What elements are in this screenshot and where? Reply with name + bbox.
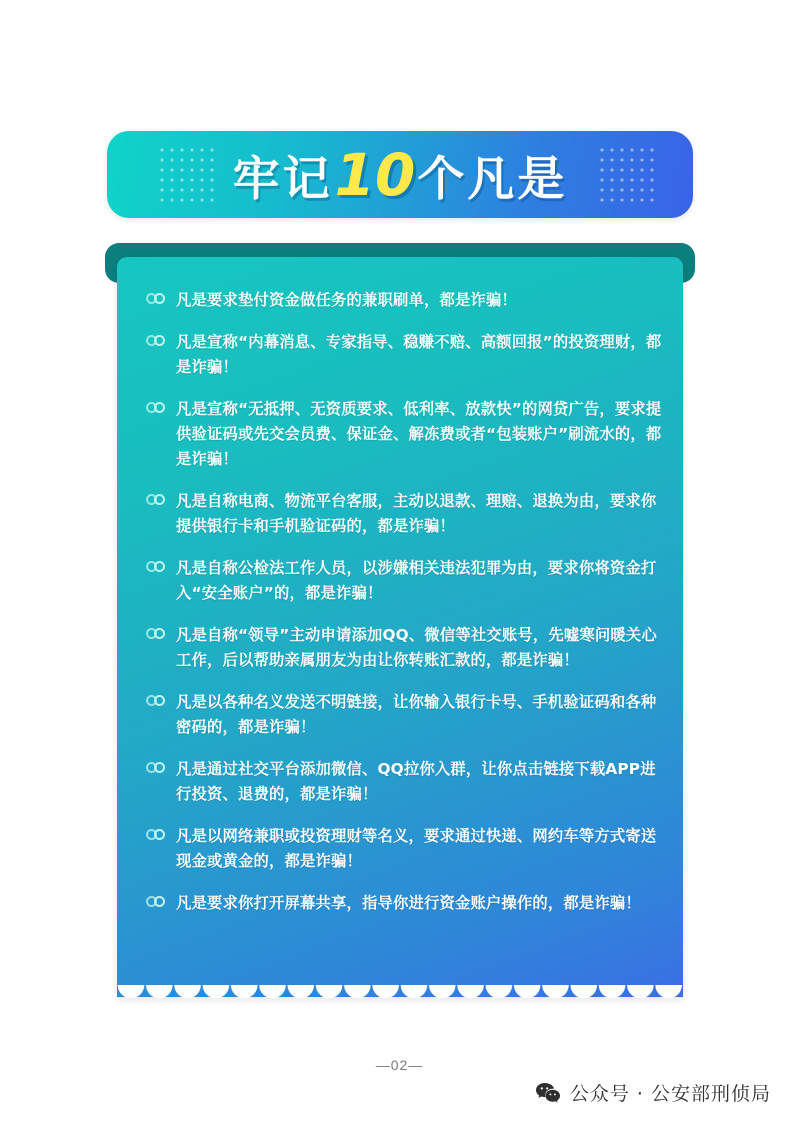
list-item-text: 凡是宣称“内幕消息、专家指导、稳赚不赔、高额回报”的投资理财，都是诈骗！ bbox=[176, 333, 662, 376]
double-circle-bullet-icon bbox=[146, 896, 176, 910]
list-item-text: 凡是要求你打开屏幕共享，指导你进行资金账户操作的，都是诈骗！ bbox=[176, 894, 641, 912]
list-item bbox=[146, 288, 666, 313]
list-item bbox=[146, 623, 666, 673]
double-circle-bullet-icon bbox=[146, 402, 176, 416]
wechat-icon bbox=[535, 1082, 561, 1104]
double-circle-bullet-icon bbox=[146, 293, 176, 307]
list-item-text: 凡是要求垫付资金做任务的兼职刷单，都是诈骗！ bbox=[176, 291, 517, 309]
list-item-text: 凡是宣称“无抵押、无资质要求、低利率、放款快”的网贷广告，要求提供验证码或先交会员费、保证金、解冻费或者“包装账户”刷流水的，都是诈骗！ bbox=[176, 400, 662, 468]
double-circle-bullet-icon bbox=[146, 494, 176, 508]
list-item-text: 凡是以各种名义发送不明链接，让你输入银行卡号、手机验证码和各种密码的，都是诈骗！ bbox=[176, 693, 657, 736]
title-prefix: 牢记 bbox=[232, 151, 333, 207]
double-circle-bullet-icon bbox=[146, 829, 176, 843]
list-item-text: 凡是以网络兼职或投资理财等名义，要求通过快递、网约车等方式寄送现金或黄金的，都是诈骗！ bbox=[176, 827, 657, 870]
title-number: 10 bbox=[334, 140, 416, 209]
tips-list bbox=[146, 288, 666, 933]
double-circle-bullet-icon bbox=[146, 561, 176, 575]
title-suffix: 个凡是 bbox=[417, 151, 568, 207]
list-item-text: 凡是自称公检法工作人员，以涉嫌相关违法犯罪为由，要求你将资金打入“安全账户”的，都是诈骗！ bbox=[176, 559, 657, 602]
footer-account bbox=[535, 1079, 771, 1106]
list-item-text: 凡是自称电商、物流平台客服，主动以退款、理赔、退换为由，要求你提供银行卡和手机验证码的，都是诈骗！ bbox=[176, 492, 657, 535]
list-item bbox=[146, 891, 666, 916]
list-item-text: 凡是通过社交平台添加微信、QQ拉你入群，让你点击链接下载APP进行投资、退费的，都是诈骗！ bbox=[176, 760, 656, 803]
footer-account-label: 公众号 · 公安部刑侦局 bbox=[569, 1083, 771, 1105]
list-item bbox=[146, 757, 666, 807]
list-item bbox=[146, 397, 666, 472]
card-scallop-edge bbox=[117, 985, 683, 1011]
list-item bbox=[146, 690, 666, 740]
page-number: —02— bbox=[375, 1057, 424, 1073]
double-circle-bullet-icon bbox=[146, 335, 176, 349]
title-banner bbox=[107, 131, 693, 218]
list-item bbox=[146, 824, 666, 874]
page-title bbox=[107, 141, 693, 209]
double-circle-bullet-icon bbox=[146, 695, 176, 709]
double-circle-bullet-icon bbox=[146, 628, 176, 642]
list-item bbox=[146, 556, 666, 606]
list-item bbox=[146, 489, 666, 539]
double-circle-bullet-icon bbox=[146, 762, 176, 776]
list-item bbox=[146, 330, 666, 380]
list-item-text: 凡是自称“领导”主动申请添加QQ、微信等社交账号，先嘘寒问暖关心工作，后以帮助亲属朋友为由让你转账汇款的，都是诈骗！ bbox=[176, 626, 657, 669]
